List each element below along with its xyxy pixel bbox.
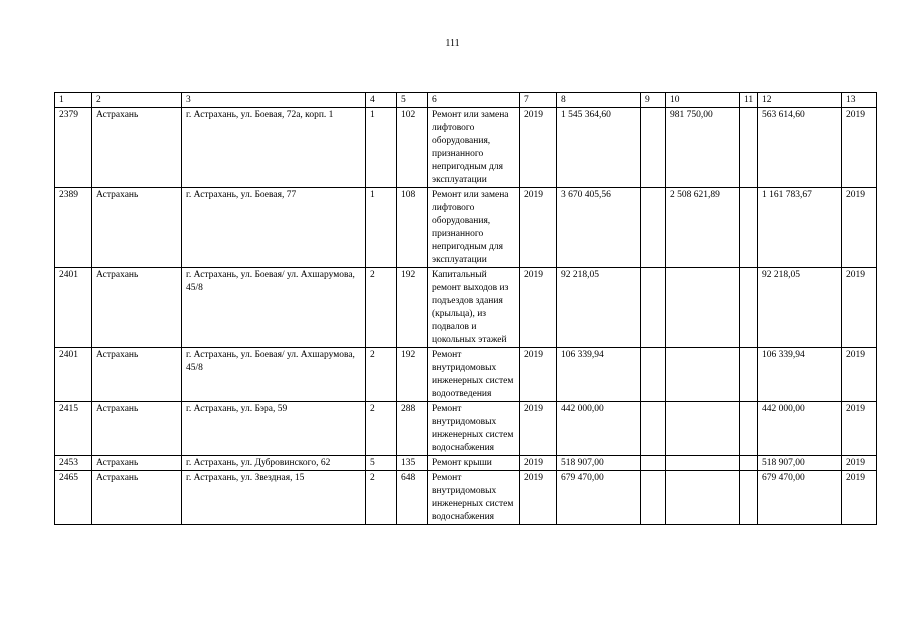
- year: 2019: [520, 402, 557, 456]
- column-number: 4: [366, 93, 397, 108]
- col-9: [641, 402, 666, 456]
- address: г. Астрахань, ул. Боевая, 72а, корп. 1: [182, 108, 366, 188]
- municipality: Астрахань: [92, 471, 182, 525]
- address: г. Астрахань, ул. Бэра, 59: [182, 402, 366, 456]
- record-id: 2453: [55, 456, 92, 471]
- column-number: 13: [842, 93, 877, 108]
- year: 2019: [520, 456, 557, 471]
- total-cost: 3 670 405,56: [557, 188, 641, 268]
- municipality: Астрахань: [92, 188, 182, 268]
- table-row: [55, 471, 877, 525]
- municipality: Астрахань: [92, 456, 182, 471]
- work-type: Ремонт внутридомовых инженерных систем водоотведения: [428, 348, 520, 402]
- total-cost: 92 218,05: [557, 268, 641, 348]
- column-number: 9: [641, 93, 666, 108]
- table-row: [55, 402, 877, 456]
- col-12: 518 907,00: [758, 456, 842, 471]
- col-12: 563 614,60: [758, 108, 842, 188]
- col-12: 679 470,00: [758, 471, 842, 525]
- year: 2019: [520, 108, 557, 188]
- col-11: [740, 348, 758, 402]
- work-type: Ремонт или замена лифтового оборудования, признанного непригодным для эксплуатации: [428, 188, 520, 268]
- address: г. Астрахань, ул. Боевая/ ул. Ахшарумова, 45/8: [182, 268, 366, 348]
- column-number-row: [55, 93, 877, 108]
- col-9: [641, 108, 666, 188]
- column-number: 6: [428, 93, 520, 108]
- municipality: Астрахань: [92, 108, 182, 188]
- col-10: 2 508 621,89: [666, 188, 740, 268]
- work-type: Ремонт внутридомовых инженерных систем водоснабжения: [428, 402, 520, 456]
- year: 2019: [520, 471, 557, 525]
- table-row: [55, 268, 877, 348]
- col-10: 981 750,00: [666, 108, 740, 188]
- col-11: [740, 108, 758, 188]
- municipality: Астрахань: [92, 402, 182, 456]
- col-5: 192: [397, 348, 428, 402]
- col-9: [641, 471, 666, 525]
- col-12: 1 161 783,67: [758, 188, 842, 268]
- total-cost: 442 000,00: [557, 402, 641, 456]
- repair-program-table: [54, 92, 877, 525]
- column-number: 7: [520, 93, 557, 108]
- year: 2019: [520, 188, 557, 268]
- work-type: Ремонт или замена лифтового оборудования, признанного непригодным для эксплуатации: [428, 108, 520, 188]
- col-12: 92 218,05: [758, 268, 842, 348]
- completion-year: 2019: [842, 188, 877, 268]
- col-9: [641, 268, 666, 348]
- table-row: [55, 456, 877, 471]
- record-id: 2379: [55, 108, 92, 188]
- total-cost: 1 545 364,60: [557, 108, 641, 188]
- completion-year: 2019: [842, 108, 877, 188]
- col-9: [641, 188, 666, 268]
- completion-year: 2019: [842, 456, 877, 471]
- completion-year: 2019: [842, 268, 877, 348]
- col-10: [666, 348, 740, 402]
- col-4: 1: [366, 188, 397, 268]
- work-type: Ремонт крыши: [428, 456, 520, 471]
- year: 2019: [520, 348, 557, 402]
- column-number: 1: [55, 93, 92, 108]
- col-4: 5: [366, 456, 397, 471]
- address: г. Астрахань, ул. Боевая, 77: [182, 188, 366, 268]
- col-4: 2: [366, 268, 397, 348]
- completion-year: 2019: [842, 402, 877, 456]
- record-id: 2465: [55, 471, 92, 525]
- col-5: 192: [397, 268, 428, 348]
- municipality: Астрахань: [92, 268, 182, 348]
- column-number: 12: [758, 93, 842, 108]
- table-row: [55, 108, 877, 188]
- completion-year: 2019: [842, 348, 877, 402]
- col-9: [641, 456, 666, 471]
- col-10: [666, 268, 740, 348]
- col-10: [666, 471, 740, 525]
- municipality: Астрахань: [92, 348, 182, 402]
- record-id: 2401: [55, 268, 92, 348]
- col-5: 135: [397, 456, 428, 471]
- col-4: 1: [366, 108, 397, 188]
- column-number: 10: [666, 93, 740, 108]
- address: г. Астрахань, ул. Боевая/ ул. Ахшарумова, 45/8: [182, 348, 366, 402]
- column-number: 5: [397, 93, 428, 108]
- col-12: 442 000,00: [758, 402, 842, 456]
- col-11: [740, 456, 758, 471]
- table-row: [55, 348, 877, 402]
- page-number: 111: [445, 38, 460, 49]
- col-5: 648: [397, 471, 428, 525]
- year: 2019: [520, 268, 557, 348]
- column-number: 8: [557, 93, 641, 108]
- col-5: 108: [397, 188, 428, 268]
- address: г. Астрахань, ул. Звездная, 15: [182, 471, 366, 525]
- col-11: [740, 402, 758, 456]
- col-11: [740, 471, 758, 525]
- col-4: 2: [366, 402, 397, 456]
- table-row: [55, 188, 877, 268]
- col-5: 102: [397, 108, 428, 188]
- record-id: 2401: [55, 348, 92, 402]
- work-type: Капитальный ремонт выходов из подъездов здания (крыльца), из подвалов и цокольных этажей: [428, 268, 520, 348]
- col-10: [666, 402, 740, 456]
- col-4: 2: [366, 471, 397, 525]
- total-cost: 106 339,94: [557, 348, 641, 402]
- col-10: [666, 456, 740, 471]
- col-4: 2: [366, 348, 397, 402]
- col-9: [641, 348, 666, 402]
- address: г. Астрахань, ул. Дубровинского, 62: [182, 456, 366, 471]
- completion-year: 2019: [842, 471, 877, 525]
- record-id: 2389: [55, 188, 92, 268]
- col-11: [740, 268, 758, 348]
- work-type: Ремонт внутридомовых инженерных систем водоснабжения: [428, 471, 520, 525]
- col-11: [740, 188, 758, 268]
- column-number: 2: [92, 93, 182, 108]
- column-number: 3: [182, 93, 366, 108]
- col-5: 288: [397, 402, 428, 456]
- total-cost: 518 907,00: [557, 456, 641, 471]
- column-number: 11: [740, 93, 758, 108]
- col-12: 106 339,94: [758, 348, 842, 402]
- record-id: 2415: [55, 402, 92, 456]
- total-cost: 679 470,00: [557, 471, 641, 525]
